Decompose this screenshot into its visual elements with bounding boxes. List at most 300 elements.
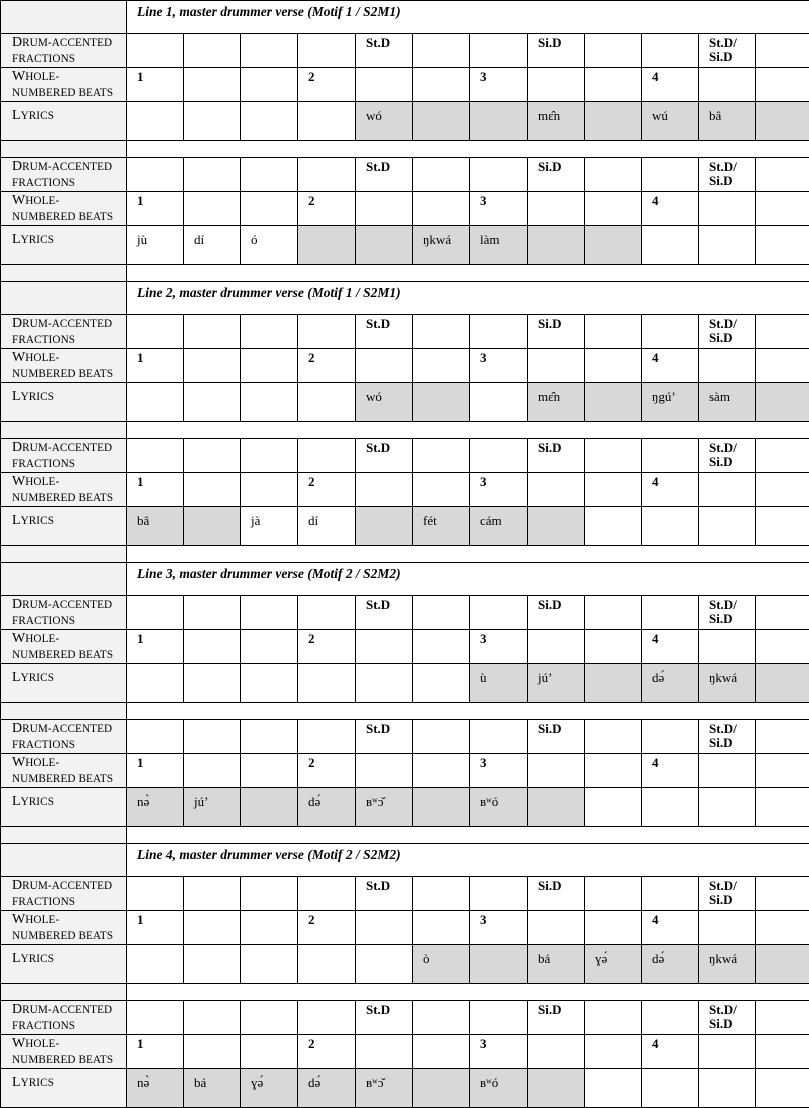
lyric-cell: mɛ̂n xyxy=(528,383,585,422)
beat-number-cell xyxy=(528,1035,585,1069)
drum-marker-cell xyxy=(585,315,642,349)
label-rest: YRICS xyxy=(21,110,54,122)
beat-number-cell xyxy=(356,473,413,507)
lyric-cell: fét xyxy=(413,507,470,546)
drum-marker-cell xyxy=(184,315,241,349)
label-initial: W xyxy=(12,474,25,489)
lyric-cell xyxy=(756,507,809,546)
lyric-cell xyxy=(585,226,642,265)
lyric-cell xyxy=(699,788,756,827)
beat-number-cell xyxy=(184,630,241,664)
spacer-cell xyxy=(127,265,809,282)
lyric-cell: mɛ̂n xyxy=(528,102,585,141)
drum-marker-cell xyxy=(298,439,356,473)
lyric-cell: cám xyxy=(470,507,528,546)
beat-number-cell: 4 xyxy=(642,349,699,383)
drum-marker-cell: Si.D xyxy=(528,1001,585,1035)
lyric-cell: ʙʷɔ̌ xyxy=(356,788,413,827)
drum-marker-cell: St.D/ Si.D xyxy=(699,596,756,630)
drum-marker-cell: Si.D xyxy=(528,439,585,473)
drum-marker-cell xyxy=(298,34,356,68)
lyrics-row xyxy=(1,102,809,141)
beat-number-cell: 1 xyxy=(127,192,184,226)
whole-row-label xyxy=(1,473,127,507)
beat-number-cell xyxy=(756,68,809,102)
lyric-cell: wú xyxy=(642,102,699,141)
drum-marker-cell xyxy=(756,1001,809,1035)
lyric-cell: júʼ xyxy=(528,664,585,703)
drum-row-label xyxy=(1,596,127,630)
beat-number-cell xyxy=(585,192,642,226)
drum-marker-cell xyxy=(413,34,470,68)
drum-marker-cell xyxy=(413,596,470,630)
lyric-cell: də́ xyxy=(298,788,356,827)
beat-number-cell: 3 xyxy=(470,754,528,788)
label-rest: YRICS xyxy=(21,672,54,684)
label-rest: RUM-ACCENTED xyxy=(22,442,112,454)
beat-number-cell: 4 xyxy=(642,473,699,507)
lyric-cell: də́ xyxy=(642,945,699,984)
drum-marker-cell xyxy=(298,720,356,754)
spacer-label-cell xyxy=(1,265,127,282)
lyric-cell xyxy=(298,102,356,141)
beat-number-cell xyxy=(241,349,298,383)
drum-marker-cell xyxy=(756,158,809,192)
whole-beat-row xyxy=(1,1035,809,1069)
beat-number-cell xyxy=(356,911,413,945)
lyric-cell xyxy=(241,788,298,827)
drum-marker-cell xyxy=(585,34,642,68)
whole-beat-row xyxy=(1,68,809,102)
beat-number-cell xyxy=(585,349,642,383)
whole-row-label xyxy=(1,349,127,383)
beat-number-cell xyxy=(241,911,298,945)
beat-number-cell xyxy=(756,630,809,664)
beat-number-cell xyxy=(585,911,642,945)
lyric-cell: bâ xyxy=(127,507,184,546)
beat-number-cell xyxy=(585,754,642,788)
lyric-cell: bá xyxy=(184,1069,241,1108)
lyric-cell xyxy=(127,383,184,422)
drum-marker-cell: Si.D xyxy=(528,596,585,630)
label-line2: NUMBERED BEATS xyxy=(12,492,113,504)
lyric-cell: ʙʷó xyxy=(470,788,528,827)
label-line2: NUMBERED BEATS xyxy=(12,87,113,99)
drum-marker-cell xyxy=(298,596,356,630)
label-rest: RUM-ACCENTED xyxy=(22,723,112,735)
drum-marker-cell xyxy=(413,439,470,473)
lyric-cell xyxy=(184,664,241,703)
spacer-row xyxy=(1,984,809,1001)
drum-marker-cell xyxy=(756,315,809,349)
drum-accent-row xyxy=(1,315,809,349)
lyric-cell xyxy=(184,102,241,141)
drum-marker-cell xyxy=(127,34,184,68)
lyric-cell: dí xyxy=(184,226,241,265)
label-rest: RUM-ACCENTED xyxy=(22,1004,112,1016)
lyric-cell xyxy=(642,1069,699,1108)
lyric-cell: jù xyxy=(127,226,184,265)
beat-number-cell: 2 xyxy=(298,754,356,788)
lyric-cell xyxy=(585,1069,642,1108)
lyric-cell xyxy=(413,788,470,827)
drum-marker-cell xyxy=(470,877,528,911)
drum-row-label xyxy=(1,315,127,349)
whole-row-label xyxy=(1,630,127,664)
whole-row-label xyxy=(1,68,127,102)
lyric-cell xyxy=(413,383,470,422)
label-rest: HOLE- xyxy=(25,1038,59,1050)
lyric-cell: də́ xyxy=(298,1069,356,1108)
label-rest: YRICS xyxy=(21,515,54,527)
label-rest: HOLE- xyxy=(25,914,59,926)
beat-number-cell xyxy=(241,473,298,507)
spacer-row xyxy=(1,827,809,844)
lyric-cell xyxy=(241,102,298,141)
beat-number-cell xyxy=(356,754,413,788)
drum-row-label xyxy=(1,1001,127,1035)
drum-marker-cell xyxy=(127,315,184,349)
whole-row-label xyxy=(1,754,127,788)
drum-marker-cell xyxy=(585,439,642,473)
label-initial: D xyxy=(12,316,22,331)
beat-number-cell xyxy=(756,911,809,945)
lyric-cell xyxy=(585,507,642,546)
drum-marker-cell: St.D xyxy=(356,596,413,630)
drum-marker-cell xyxy=(298,158,356,192)
beat-number-cell: 1 xyxy=(127,349,184,383)
beat-number-cell xyxy=(699,68,756,102)
beat-number-cell: 4 xyxy=(642,754,699,788)
drum-marker-cell xyxy=(127,1001,184,1035)
spacer-row xyxy=(1,546,809,563)
beat-number-cell xyxy=(528,349,585,383)
lyric-cell: də́ xyxy=(642,664,699,703)
label-rest: RUM-ACCENTED xyxy=(22,880,112,892)
drum-marker-cell: St.D/ Si.D xyxy=(699,1001,756,1035)
drum-marker-cell xyxy=(642,720,699,754)
beat-number-cell: 1 xyxy=(127,630,184,664)
beat-number-cell xyxy=(699,192,756,226)
label-rest: RUM-ACCENTED xyxy=(22,318,112,330)
label-rest: HOLE- xyxy=(25,195,59,207)
drum-row-label xyxy=(1,158,127,192)
line-header-row xyxy=(1,282,809,315)
drum-marker-cell xyxy=(642,439,699,473)
beat-number-cell: 4 xyxy=(642,68,699,102)
beat-number-cell: 3 xyxy=(470,911,528,945)
lyric-cell xyxy=(470,102,528,141)
lyrics-row xyxy=(1,945,809,984)
lyric-cell: jà xyxy=(241,507,298,546)
label-rest: YRICS xyxy=(21,234,54,246)
label-rest: HOLE- xyxy=(25,71,59,83)
lyric-cell xyxy=(413,102,470,141)
drum-marker-cell xyxy=(127,596,184,630)
lyric-cell xyxy=(241,945,298,984)
beat-number-cell xyxy=(184,68,241,102)
drum-marker-cell xyxy=(184,877,241,911)
beat-number-cell xyxy=(184,473,241,507)
beat-number-cell xyxy=(699,911,756,945)
beat-number-cell xyxy=(756,349,809,383)
drum-row-label xyxy=(1,439,127,473)
drum-marker-cell: Si.D xyxy=(528,720,585,754)
drum-marker-cell: St.D xyxy=(356,1001,413,1035)
spacer-label-cell xyxy=(1,827,127,844)
line-title: Line 3, master drummer verse (Motif 2 / S2M2) xyxy=(127,563,809,596)
spacer-row xyxy=(1,703,809,720)
beat-number-cell: 4 xyxy=(642,192,699,226)
label-initial: W xyxy=(12,631,25,646)
beat-number-cell xyxy=(413,192,470,226)
drum-accent-row xyxy=(1,158,809,192)
label-initial: L xyxy=(12,108,21,123)
drum-row-label xyxy=(1,720,127,754)
line-title: Line 4, master drummer verse (Motif 2 / S2M2) xyxy=(127,844,809,877)
beat-number-cell: 1 xyxy=(127,473,184,507)
label-initial: D xyxy=(12,597,22,612)
label-initial: L xyxy=(12,389,21,404)
label-rest: YRICS xyxy=(21,1077,54,1089)
lyric-cell xyxy=(699,1069,756,1108)
beat-number-cell xyxy=(241,630,298,664)
label-line2: FRACTIONS xyxy=(12,1020,75,1032)
label-line2: NUMBERED BEATS xyxy=(12,649,113,661)
beat-number-cell: 1 xyxy=(127,911,184,945)
drum-marker-cell xyxy=(413,315,470,349)
beat-number-cell xyxy=(699,473,756,507)
beat-number-cell xyxy=(356,1035,413,1069)
drum-marker-cell: St.D/ Si.D xyxy=(699,877,756,911)
label-initial: L xyxy=(12,1075,21,1090)
spacer-label-cell xyxy=(1,141,127,158)
beat-number-cell xyxy=(528,911,585,945)
label-initial: W xyxy=(12,1036,25,1051)
drum-marker-cell xyxy=(756,877,809,911)
beat-number-cell xyxy=(184,349,241,383)
drum-marker-cell xyxy=(184,596,241,630)
lyrics-row xyxy=(1,383,809,422)
beat-number-cell: 1 xyxy=(127,754,184,788)
beat-number-cell xyxy=(241,1035,298,1069)
lyric-cell: ɣə́ xyxy=(241,1069,298,1108)
beat-number-cell: 1 xyxy=(127,68,184,102)
beat-number-cell xyxy=(528,630,585,664)
beat-number-cell: 3 xyxy=(470,192,528,226)
lyric-cell: ŋkwá xyxy=(699,945,756,984)
spacer-row xyxy=(1,265,809,282)
lyric-cell xyxy=(241,383,298,422)
drum-marker-cell xyxy=(756,720,809,754)
lyr-row-label xyxy=(1,226,127,265)
header-label-cell xyxy=(1,1,127,34)
drum-marker-cell xyxy=(413,1001,470,1035)
drum-marker-cell xyxy=(127,439,184,473)
lyric-cell: ʙʷó xyxy=(470,1069,528,1108)
drum-marker-cell xyxy=(470,158,528,192)
drum-marker-cell: St.D xyxy=(356,439,413,473)
label-rest: RUM-ACCENTED xyxy=(22,599,112,611)
lyric-cell: dí xyxy=(298,507,356,546)
beat-number-cell: 3 xyxy=(470,1035,528,1069)
lyr-row-label xyxy=(1,102,127,141)
label-line2: NUMBERED BEATS xyxy=(12,930,113,942)
lyric-cell xyxy=(184,383,241,422)
drum-marker-cell xyxy=(756,439,809,473)
whole-beat-row xyxy=(1,473,809,507)
lyric-cell: júʼ xyxy=(184,788,241,827)
drum-accent-row xyxy=(1,596,809,630)
lyrics-row xyxy=(1,1069,809,1108)
label-initial: W xyxy=(12,755,25,770)
label-initial: L xyxy=(12,513,21,528)
beat-number-cell xyxy=(356,630,413,664)
beat-number-cell: 2 xyxy=(298,1035,356,1069)
lyric-cell xyxy=(756,788,809,827)
lyric-cell xyxy=(356,226,413,265)
spacer-label-cell xyxy=(1,984,127,1001)
beat-number-cell xyxy=(356,349,413,383)
drum-marker-cell xyxy=(756,596,809,630)
drum-marker-cell xyxy=(241,439,298,473)
beat-number-cell xyxy=(528,754,585,788)
beat-number-cell xyxy=(413,630,470,664)
beat-number-cell xyxy=(184,754,241,788)
spacer-row xyxy=(1,141,809,158)
beat-number-cell xyxy=(528,473,585,507)
drum-marker-cell: Si.D xyxy=(528,34,585,68)
label-initial: D xyxy=(12,35,22,50)
spacer-row xyxy=(1,422,809,439)
whole-beat-row xyxy=(1,911,809,945)
label-initial: L xyxy=(12,951,21,966)
spacer-cell xyxy=(127,546,809,563)
drum-marker-cell xyxy=(585,596,642,630)
whole-row-label xyxy=(1,192,127,226)
drum-marker-cell xyxy=(127,877,184,911)
lyric-cell xyxy=(585,383,642,422)
drum-marker-cell: St.D xyxy=(356,315,413,349)
header-label-cell xyxy=(1,844,127,877)
lyric-cell: làm xyxy=(470,226,528,265)
lyric-cell xyxy=(528,507,585,546)
label-line2: FRACTIONS xyxy=(12,615,75,627)
drum-marker-cell: St.D/ Si.D xyxy=(699,158,756,192)
beat-number-cell xyxy=(241,754,298,788)
drum-marker-cell xyxy=(241,158,298,192)
label-rest: HOLE- xyxy=(25,352,59,364)
beat-number-cell: 2 xyxy=(298,473,356,507)
label-rest: RUM-ACCENTED xyxy=(22,37,112,49)
drum-marker-cell: St.D xyxy=(356,158,413,192)
drum-marker-cell xyxy=(470,720,528,754)
lyric-cell xyxy=(642,507,699,546)
whole-row-label xyxy=(1,1035,127,1069)
lyric-cell xyxy=(642,226,699,265)
beat-number-cell xyxy=(241,192,298,226)
beat-number-cell xyxy=(413,911,470,945)
spacer-cell xyxy=(127,422,809,439)
drum-marker-cell xyxy=(585,720,642,754)
lyric-cell: wó xyxy=(356,383,413,422)
drum-marker-cell xyxy=(642,596,699,630)
lyric-cell xyxy=(356,507,413,546)
lyric-cell: sàm xyxy=(699,383,756,422)
drum-marker-cell xyxy=(127,720,184,754)
drum-marker-cell xyxy=(241,1001,298,1035)
whole-beat-row xyxy=(1,754,809,788)
label-line2: NUMBERED BEATS xyxy=(12,211,113,223)
lyric-cell xyxy=(413,1069,470,1108)
beat-number-cell: 2 xyxy=(298,349,356,383)
lyric-cell: ŋgúʼ xyxy=(642,383,699,422)
lyric-cell xyxy=(298,945,356,984)
beat-number-cell: 3 xyxy=(470,473,528,507)
lyric-cell xyxy=(528,788,585,827)
lyric-cell: nə̀ xyxy=(127,788,184,827)
beat-number-cell xyxy=(585,1035,642,1069)
drum-marker-cell xyxy=(241,720,298,754)
label-rest: YRICS xyxy=(21,953,54,965)
lyr-row-label xyxy=(1,1069,127,1108)
drum-marker-cell xyxy=(642,34,699,68)
line-title: Line 1, master drummer verse (Motif 1 / S2M1) xyxy=(127,1,809,34)
lyrics-row xyxy=(1,507,809,546)
lyric-cell xyxy=(756,664,809,703)
label-initial: D xyxy=(12,440,22,455)
lyric-cell xyxy=(642,788,699,827)
whole-beat-row xyxy=(1,349,809,383)
lyric-cell xyxy=(470,945,528,984)
lyr-row-label xyxy=(1,507,127,546)
line-header-row xyxy=(1,1,809,34)
drum-marker-cell: St.D/ Si.D xyxy=(699,439,756,473)
label-initial: D xyxy=(12,1002,22,1017)
lyrics-row xyxy=(1,788,809,827)
drum-marker-cell: Si.D xyxy=(528,877,585,911)
drum-marker-cell xyxy=(585,877,642,911)
label-line2: FRACTIONS xyxy=(12,896,75,908)
beat-number-cell xyxy=(413,68,470,102)
beat-number-cell: 1 xyxy=(127,1035,184,1069)
drum-marker-cell xyxy=(184,720,241,754)
beat-number-cell: 2 xyxy=(298,68,356,102)
lyric-cell xyxy=(127,664,184,703)
drum-marker-cell xyxy=(184,1001,241,1035)
drum-marker-cell xyxy=(241,596,298,630)
lyric-cell xyxy=(470,383,528,422)
lyric-cell xyxy=(699,226,756,265)
beat-number-cell xyxy=(756,473,809,507)
lyr-row-label xyxy=(1,383,127,422)
beat-number-cell xyxy=(585,630,642,664)
drum-marker-cell xyxy=(413,877,470,911)
beat-number-cell xyxy=(756,754,809,788)
line-header-row xyxy=(1,563,809,596)
beat-number-cell xyxy=(413,754,470,788)
drum-marker-cell xyxy=(413,720,470,754)
label-line2: FRACTIONS xyxy=(12,177,75,189)
label-initial: L xyxy=(12,670,21,685)
drum-marker-cell xyxy=(470,34,528,68)
drum-marker-cell xyxy=(642,877,699,911)
label-rest: HOLE- xyxy=(25,757,59,769)
label-initial: D xyxy=(12,721,22,736)
whole-row-label xyxy=(1,911,127,945)
lyric-cell xyxy=(756,1069,809,1108)
lyric-cell: ó xyxy=(241,226,298,265)
